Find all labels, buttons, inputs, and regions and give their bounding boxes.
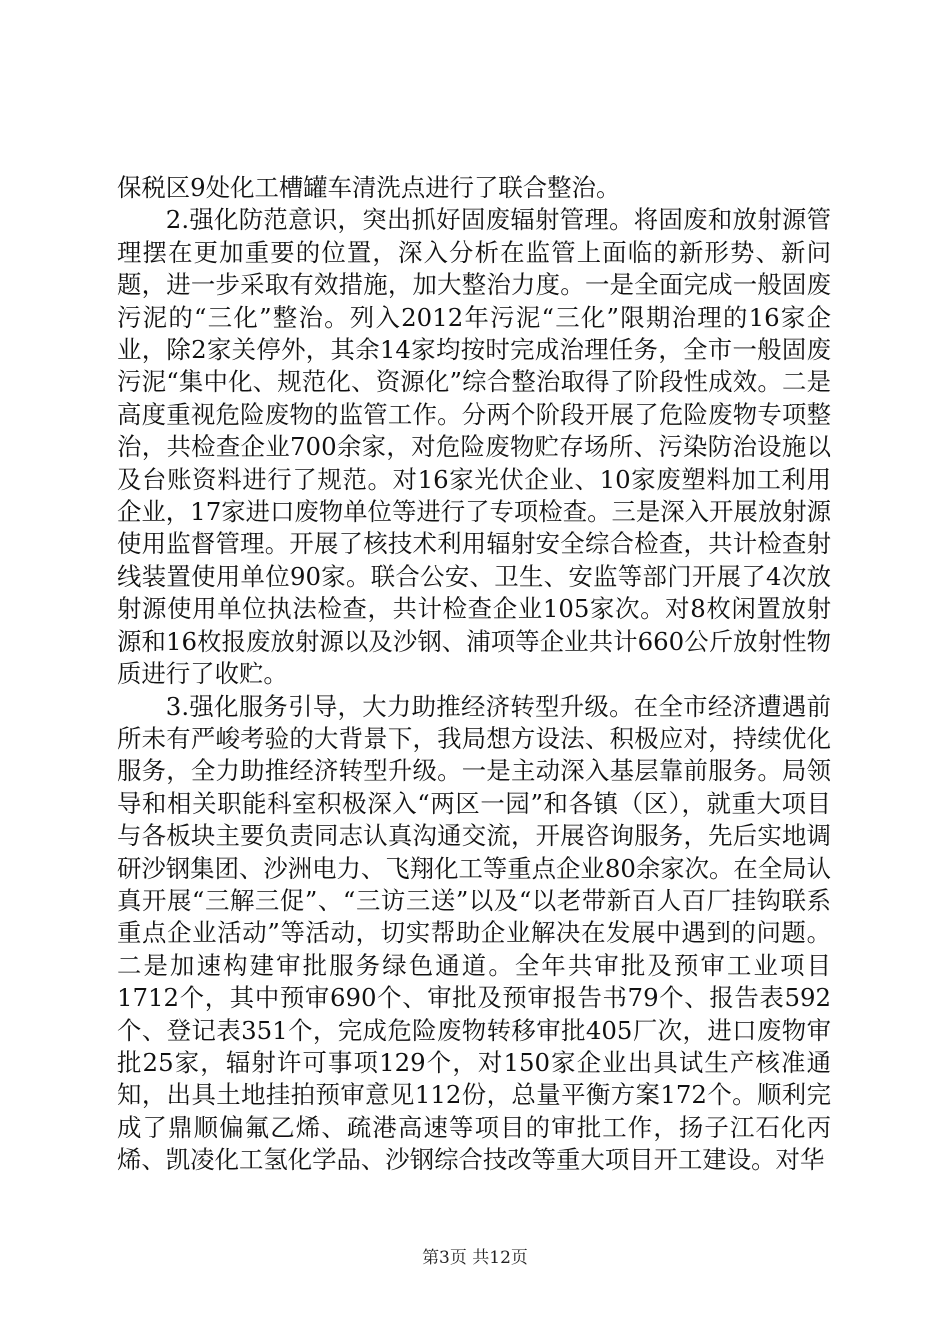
page-number-footer: 第3页 共12页 (422, 1248, 528, 1268)
paragraph-continuation: 保税区9处化工槽罐车清洗点进行了联合整治。 (117, 173, 621, 202)
paragraph-service-guidance: 3.强化服务引导，大力助推经济转型升级。在全市经济遭遇前所未有严峻考验的大背景下，我局想方设法、积极应对，持续优化服务，全力助推经济转型升级。一是主动深入基层靠前服务。局领导和相关职能科室积极深入“两区一园”和各镇（区），就重大项目与各板块主要负责同志认真沟通交流，开展咨询服务，先后实地调研沙钢集团、沙洲电力、飞翔化工等重点企业80余家次。在全局认真开展“三解三促”、“三访三送”以及“以老带新百人百厂挂钩联系重点企业活动”等活动，切实帮助企业解决在发展中遇到的问题。二是加速构建审批服务绿色通道。全年共审批及预审工业项目1712个，其中预审690个、审批及预审报告书79个、报告表592个、登记表351个，完成危险废物转移审批405厂次，进口废物审批25家，辐射许可事项129个，对150家企业出具试生产核准通知，出具土地挂拍预审意见112份，总量平衡方案172个。顺利完成了鼎顺偏氟乙烯、疏港高速等项目的审批工作，扬子江石化丙烯、凯凌化工氢化学品、沙钢综合技改等重大项目开工建设。对华 (117, 691, 831, 1175)
paragraph-solid-waste-radiation: 2.强化防范意识，突出抓好固废辐射管理。将固废和放射源管理摆在更加重要的位置，深入分析在监管上面临的新形势、新问题，进一步采取有效措施，加大整治力度。一是全面完成一般固废污泥的“三化”整治。列入2012年污泥“三化”限期治理的16家企业，除2家关停外，其余14家均按时完成治理任务，全市一般固废污泥“集中化、规范化、资源化”综合整治取得了阶段性成效。二是高度重视危险废物的监管工作。分两个阶段开展了危险废物专项整治，共检查企业700余家，对危险废物贮存场所、污染防治设施以及台账资料进行了规范。对16家光伏企业、10家废塑料加工利用企业，17家进口废物单位等进行了专项检查。三是深入开展放射源使用监督管理。开展了核技术利用辐射安全综合检查，共计检查射线装置使用单位90家。联合公安、卫生、安监等部门开展了4次放射源使用单位执法检查，共计检查企业105家次。对8枚闲置放射源和16枚报废放射源以及沙钢、浦项等企业共计660公斤放射性物质进行了收贮。 (117, 205, 831, 689)
document-body (117, 172, 831, 1177)
